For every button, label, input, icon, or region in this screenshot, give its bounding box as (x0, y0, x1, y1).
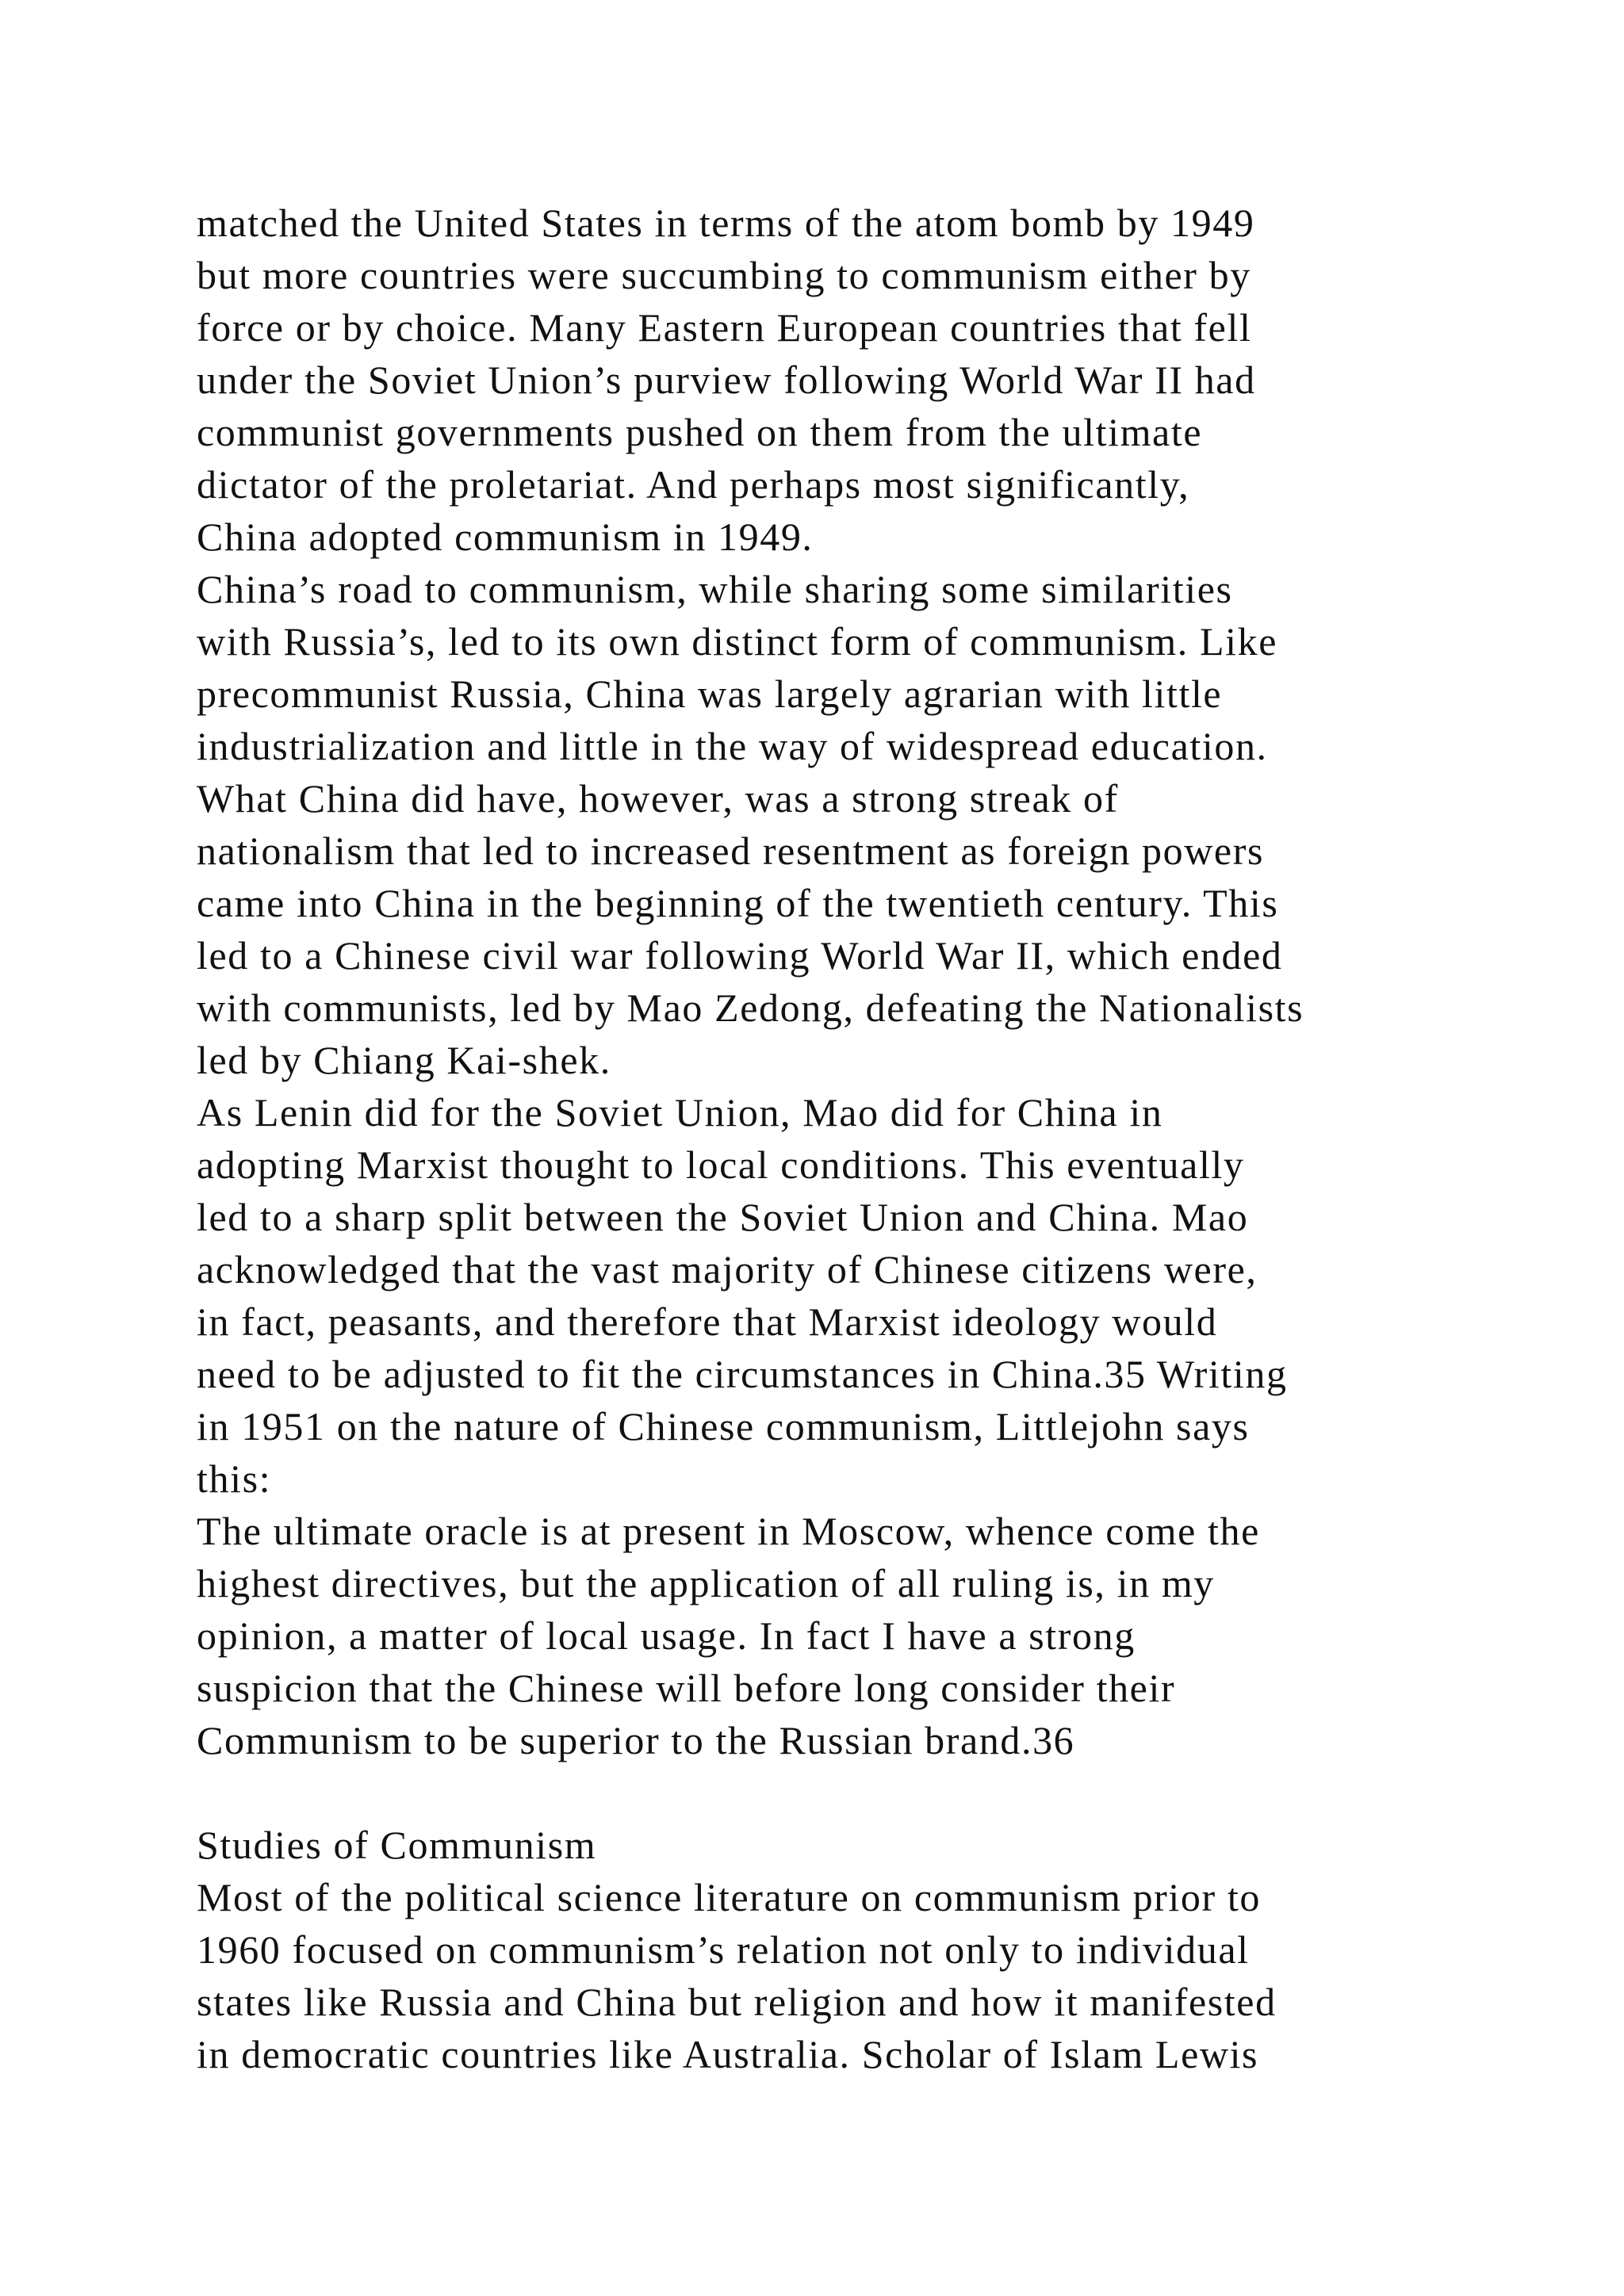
text-line: force or by choice. Many Eastern European countries that fell (197, 305, 1252, 350)
paragraph-china-road (197, 563, 1561, 1086)
text-line: under the Soviet Union’s purview following World War II had (197, 358, 1256, 402)
text-line: dictator of the proletariat. And perhaps most significantly, (197, 462, 1190, 507)
text-line: this: (197, 1456, 272, 1501)
text-line: acknowledged that the vast majority of Chinese citizens were, (197, 1247, 1258, 1292)
text-line: nationalism that led to increased resentment as foreign powers (197, 828, 1265, 873)
text-line: China’s road to communism, while sharing some similarities (197, 567, 1233, 611)
text-line: led to a Chinese civil war following World War II, which ended (197, 933, 1283, 978)
quote-line: opinion, a matter of local usage. In fact I have a strong (197, 1613, 1136, 1658)
text-line: Most of the political science literature on communism prior to (197, 1875, 1261, 1919)
text-line: came into China in the beginning of the twentieth century. This (197, 881, 1279, 925)
text-line: led to a sharp split between the Soviet Union and China. Mao (197, 1195, 1249, 1239)
text-line: matched the United States in terms of the atom bomb by 1949 (197, 201, 1255, 245)
text-line: industrialization and little in the way of widespread education. (197, 724, 1268, 768)
blank-line (197, 1766, 1561, 1819)
text-line: in fact, peasants, and therefore that Marxist ideology would (197, 1299, 1218, 1344)
paragraph-mao-lenin (197, 1086, 1561, 1505)
text-line: in democratic countries like Australia. Scholar of Islam Lewis (197, 2032, 1259, 2076)
quote-line: suspicion that the Chinese will before long consider their (197, 1666, 1176, 1710)
text-line: led by Chiang Kai-shek. (197, 1038, 611, 1082)
paragraph-soviet-spread (197, 197, 1561, 563)
section-heading: Studies of Communism (197, 1823, 597, 1867)
text-line: adopting Marxist thought to local conditions. This eventually (197, 1142, 1245, 1187)
text-line: states like Russia and China but religion and how it manifested (197, 1980, 1277, 2024)
paragraph-studies (197, 1871, 1561, 2080)
text-line: need to be adjusted to fit the circumstances in China.35 Writing (197, 1352, 1288, 1396)
text-line: with communists, led by Mao Zedong, defeating the Nationalists (197, 985, 1304, 1030)
text-line: but more countries were succumbing to communism either by (197, 253, 1251, 297)
text-line: China adopted communism in 1949. (197, 515, 814, 559)
quote-line: highest directives, but the application of all ruling is, in my (197, 1561, 1215, 1605)
text-line: with Russia’s, led to its own distinct form of communism. Like (197, 619, 1278, 664)
text-line: communist governments pushed on them from the ultimate (197, 410, 1203, 454)
text-line: As Lenin did for the Soviet Union, Mao did for China in (197, 1090, 1163, 1135)
quote-line: Communism to be superior to the Russian brand.36 (197, 1718, 1075, 1762)
text-line: 1960 focused on communism’s relation not only to individual (197, 1927, 1250, 1972)
text-line: in 1951 on the nature of Chinese communism, Littlejohn says (197, 1404, 1250, 1448)
quote-line: The ultimate oracle is at present in Moscow, whence come the (197, 1509, 1260, 1553)
text-line: What China did have, however, was a strong streak of (197, 776, 1119, 821)
quote-littlejohn (197, 1505, 1561, 1766)
text-line: precommunist Russia, China was largely agrarian with little (197, 672, 1223, 716)
document-body (197, 197, 1561, 2080)
